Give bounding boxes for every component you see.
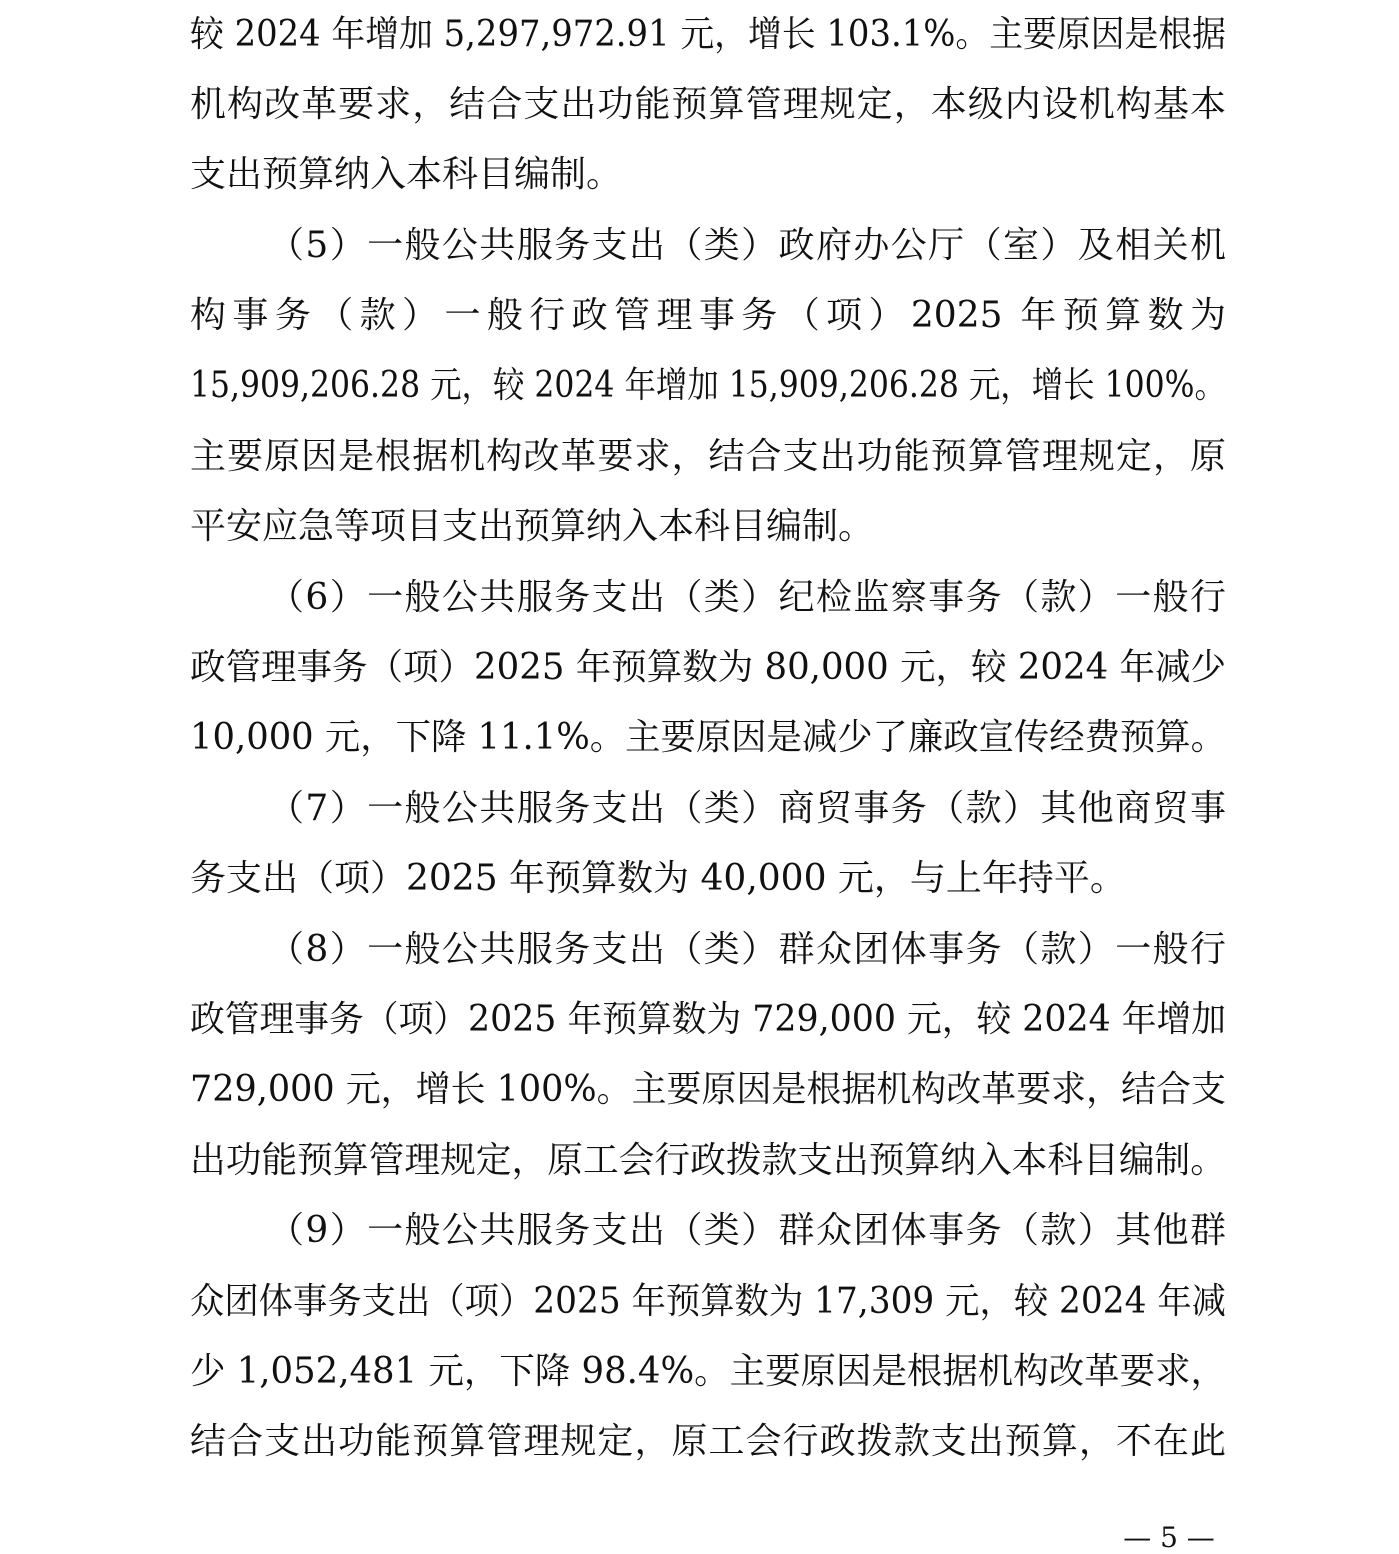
paragraph-7-line-2: 务支出（项）2025 年预算数为 40,000 元，与上年持平。 bbox=[190, 858, 1126, 899]
page-number: — 5 — bbox=[1123, 1521, 1215, 1554]
paragraph-5-line-4: 主要原因是根据机构改革要求，结合支出功能预算管理规定，原 bbox=[190, 436, 1226, 477]
paragraph-9-line-3: 少 1,052,481 元，下降 98.4%。主要原因是根据机构改革要求， bbox=[190, 1351, 1226, 1392]
paragraph-6-line-1: （6）一般公共服务支出（类）纪检监察事务（款）一般行 bbox=[268, 577, 1226, 618]
text-line-2: 机构改革要求，结合支出功能预算管理规定，本级内设机构基本 bbox=[190, 84, 1226, 125]
paragraph-8-line-2: 政管理事务（项）2025 年预算数为 729,000 元，较 2024 年增加 bbox=[190, 999, 1226, 1040]
paragraph-8-line-1: （8）一般公共服务支出（类）群众团体事务（款）一般行 bbox=[268, 929, 1226, 970]
paragraph-5-line-5: 平安应急等项目支出预算纳入本科目编制。 bbox=[190, 506, 875, 547]
paragraph-5-line-1: （5）一般公共服务支出（类）政府办公厅（室）及相关机 bbox=[268, 225, 1226, 266]
text-line-1: 较 2024 年增加 5,297,972.91 元，增长 103.1%。主要原因是根据 bbox=[190, 14, 1226, 55]
paragraph-8-line-3: 729,000 元，增长 100%。主要原因是根据机构改革要求，结合支 bbox=[190, 1069, 1226, 1110]
paragraph-9-line-1: （9）一般公共服务支出（类）群众团体事务（款）其他群 bbox=[268, 1210, 1226, 1251]
paragraph-6-line-2: 政管理事务（项）2025 年预算数为 80,000 元，较 2024 年减少 bbox=[190, 647, 1226, 688]
paragraph-8-line-4: 出功能预算管理规定，原工会行政拨款支出预算纳入本科目编制。 bbox=[190, 1140, 1226, 1181]
paragraph-5-line-3: 15,909,206.28 元，较 2024 年增加 15,909,206.28 元，增长 100%。 bbox=[190, 365, 1226, 406]
text-line-3: 支出预算纳入本科目编制。 bbox=[190, 154, 623, 195]
paragraph-5-line-2: 构事务（款）一般行政管理事务（项）2025 年预算数为 bbox=[190, 295, 1226, 336]
paragraph-9-line-2: 众团体事务支出（项）2025 年预算数为 17,309 元，较 2024 年减 bbox=[190, 1281, 1226, 1322]
paragraph-7-line-1: （7）一般公共服务支出（类）商贸事务（款）其他商贸事 bbox=[268, 788, 1226, 829]
paragraph-6-line-3: 10,000 元，下降 11.1%。主要原因是减少了廉政宣传经费预算。 bbox=[190, 717, 1226, 758]
paragraph-9-line-4: 结合支出功能预算管理规定，原工会行政拨款支出预算，不在此 bbox=[190, 1421, 1226, 1462]
